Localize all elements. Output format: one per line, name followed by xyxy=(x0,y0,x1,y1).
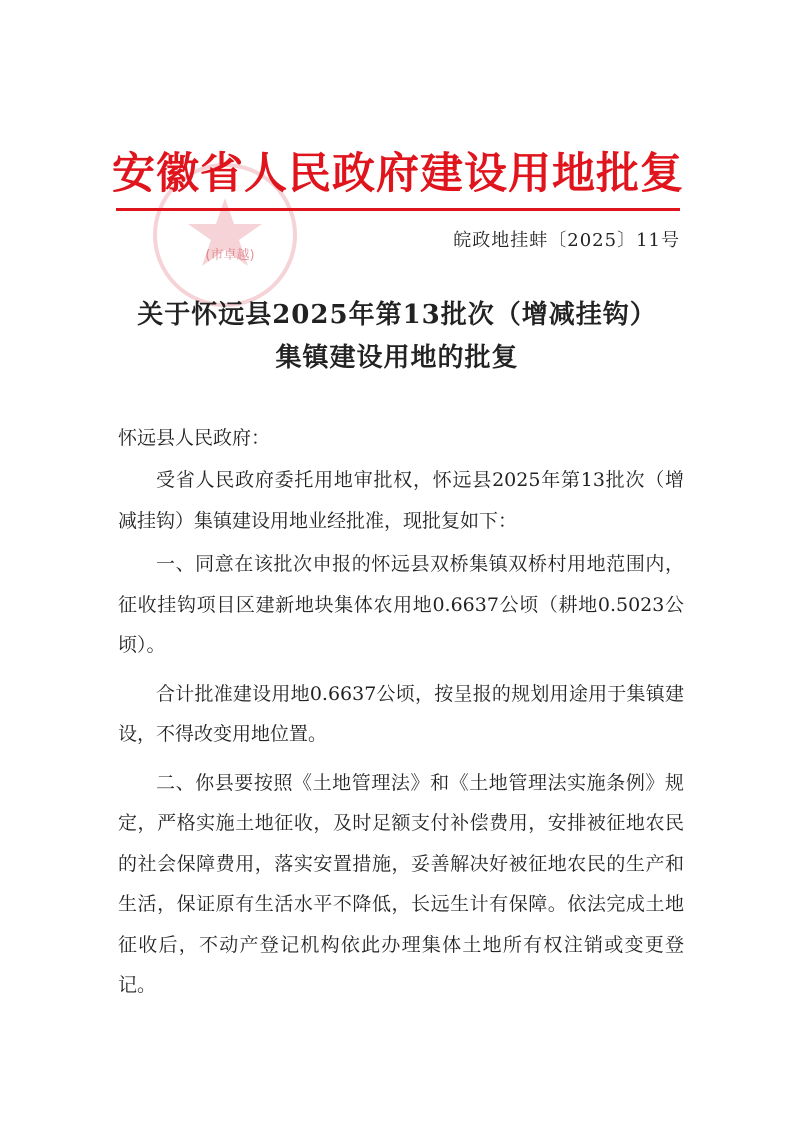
issuer-heading: 安徽省人民政府建设用地批复 xyxy=(112,149,684,199)
document-number: 皖政地挂蚌〔2025〕11号 xyxy=(453,230,680,251)
title-line-1: 关于怀远县2025年第13批次（增减挂钩） xyxy=(137,300,657,330)
paragraph-4: 二、你县要按照《土地管理法》和《土地管理法实施条例》规定，严格实施土地征收，及时足额支付补偿费用，安排被征地农民的社会保障费用，落实安置措施，妥善解决好被征地农民的生产和生活，保证原有生活水平不降低，长远生计有保障。依法完成土地征收后，不动产登记机构依此办理集体土地所有权注销或变更登记。 xyxy=(118,771,684,996)
paragraph-2: 一、同意在该批次申报的怀远县双桥集镇双桥村用地范围内，征收挂钩项目区建新地块集体农用地0.6637公顷（耕地0.5023公顷）。 xyxy=(118,553,684,656)
paragraph-3: 合计批准建设用地0.6637公顷，按呈报的规划用途用于集镇建设，不得改变用地位置。 xyxy=(118,682,684,745)
paragraph-1: 受省人民政府委托用地审批权，怀远县2025年第13批次（增减挂钩）集镇建设用地业经批准，现批复如下： xyxy=(118,469,684,532)
addressee: 怀远县人民政府： xyxy=(118,427,271,449)
document-title xyxy=(90,294,704,380)
document-body xyxy=(118,460,684,1009)
title-line-2: 集镇建设用地的批复 xyxy=(275,343,519,373)
red-divider xyxy=(116,208,680,211)
seal-label: (市卓越) xyxy=(205,248,255,263)
